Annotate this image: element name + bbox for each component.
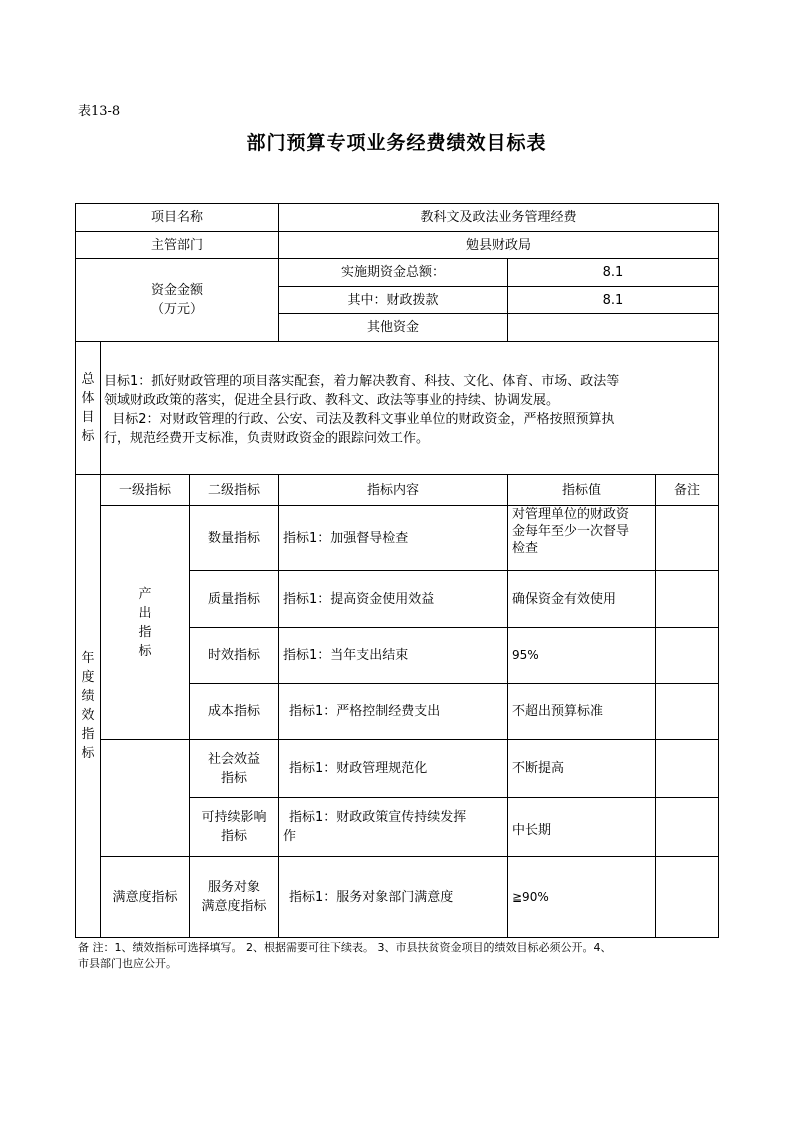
header-content: 指标内容	[366, 482, 419, 498]
department-label: 主管部门	[150, 237, 203, 253]
level2-line: 可持续影响	[201, 810, 267, 825]
fiscal-allocation-label: 其中：财政拨款	[347, 292, 439, 308]
value-cost: 不超出预算标准	[512, 704, 604, 719]
level2-line: 指标	[220, 770, 247, 786]
overall-goal-line: 领域财政政策的落实，促进全县行政、教科文、政法等事业的持续、协调发展。	[104, 393, 560, 408]
level2-line: 满意度指标	[201, 899, 267, 914]
value-social-benefit: 不断提高	[512, 761, 565, 776]
level2-satisfaction	[190, 857, 278, 937]
content-line: 作	[283, 829, 297, 844]
value-satisfaction: ≧90%	[512, 889, 549, 904]
overall-goal-char: 标	[81, 429, 95, 444]
annual-label-char: 指	[81, 727, 95, 742]
footnote	[78, 940, 718, 972]
annual-label-char: 标	[81, 746, 95, 761]
content-satisfaction: 指标1：服务对象部门满意度	[289, 889, 454, 905]
value-line: 检查	[512, 541, 539, 556]
project-name-value: 教科文及政法业务管理经费	[420, 210, 577, 225]
page-title: 部门预算专项业务经费绩效目标表	[246, 132, 547, 154]
content-timeliness: 指标1：当年支出结束	[283, 648, 409, 663]
total-funds-label: 实施期资金总额：	[340, 265, 445, 280]
overall-goal-char: 目	[81, 410, 95, 425]
footnote-line: 市县部门也应公开。	[78, 957, 177, 970]
overall-goal-char: 总	[81, 372, 95, 387]
project-name-label: 项目名称	[150, 210, 203, 225]
value-line: 对管理单位的财政资	[512, 507, 630, 522]
overall-goal-line: 目标2：对财政管理的行政、公安、司法及教科文事业单位的财政资金，严格按照预算执	[104, 412, 615, 427]
header-remark: 备注	[673, 482, 700, 498]
value-sustainability: 中长期	[512, 822, 552, 838]
value-quality: 确保资金有效使用	[512, 591, 617, 607]
content-social-benefit: 指标1：财政管理规范化	[289, 761, 428, 776]
output-label-char: 指	[138, 624, 152, 640]
other-funds-value	[508, 314, 718, 341]
level2-line: 服务对象	[207, 880, 260, 895]
overall-goal-line: 目标1：抓好财政管理的项目落实配套，着力解决教育、科技、文化、体育、市场、政法等	[104, 374, 620, 389]
level1-satisfaction: 满意度指标	[112, 889, 178, 905]
other-funds-label: 其他资金	[366, 320, 419, 335]
content-sustainability	[279, 798, 507, 856]
output-label-char: 产	[138, 586, 152, 602]
level2-sustainability	[190, 798, 278, 856]
level2-quality: 质量指标	[207, 591, 260, 607]
level2-cost: 成本指标	[207, 704, 260, 719]
output-indicators-label	[101, 506, 189, 739]
level2-timeliness: 时效指标	[207, 648, 260, 663]
annual-label-char: 绩	[81, 689, 95, 704]
annual-label-char: 效	[81, 708, 95, 723]
fund-amount-label	[76, 259, 278, 341]
level2-quantity: 数量指标	[207, 530, 260, 546]
output-label-char: 出	[138, 605, 152, 621]
fund-amount-label-line2: （万元）	[150, 302, 203, 317]
value-timeliness: 95%	[512, 648, 539, 662]
overall-goal-char: 体	[81, 391, 95, 406]
value-line: 金每年至少一次督导	[512, 524, 630, 539]
footnote-line: 备 注：1、绩效指标可选择填写。 2、根据需要可往下续表。 3、市县扶贫资金项目的绩效目标必须公开。4、	[78, 941, 612, 954]
overall-goal-line: 行，规范经费开支标准，负责财政资金的跟踪问效工作。	[104, 431, 430, 446]
annual-label-char: 度	[81, 670, 95, 685]
header-value: 指标值	[561, 482, 601, 498]
table-number: 表13-8	[78, 104, 121, 119]
fund-amount-label-line1: 资金金额	[150, 283, 203, 298]
content-quality: 指标1：提高资金使用效益	[283, 591, 435, 607]
fiscal-allocation-value: 8.1	[602, 292, 624, 308]
annual-label-char: 年	[81, 651, 95, 666]
level2-social-benefit	[190, 740, 278, 797]
annual-indicators-label	[76, 475, 100, 937]
output-label-char: 标	[138, 643, 152, 659]
total-funds-value: 8.1	[602, 265, 624, 280]
department-value: 勉县财政局	[465, 237, 531, 253]
value-quantity	[508, 506, 655, 570]
overall-goal-label	[76, 342, 100, 474]
overall-goal-text	[104, 372, 718, 448]
level2-line: 社会效益	[207, 751, 260, 767]
header-level1: 一级指标	[118, 482, 171, 498]
content-cost: 指标1：严格控制经费支出	[289, 704, 441, 719]
header-level2: 二级指标	[207, 482, 260, 498]
content-line: 指标1：财政政策宣传持续发挥	[289, 810, 467, 825]
level2-line: 指标	[220, 829, 247, 844]
content-quantity: 指标1：加强督导检查	[283, 530, 409, 546]
